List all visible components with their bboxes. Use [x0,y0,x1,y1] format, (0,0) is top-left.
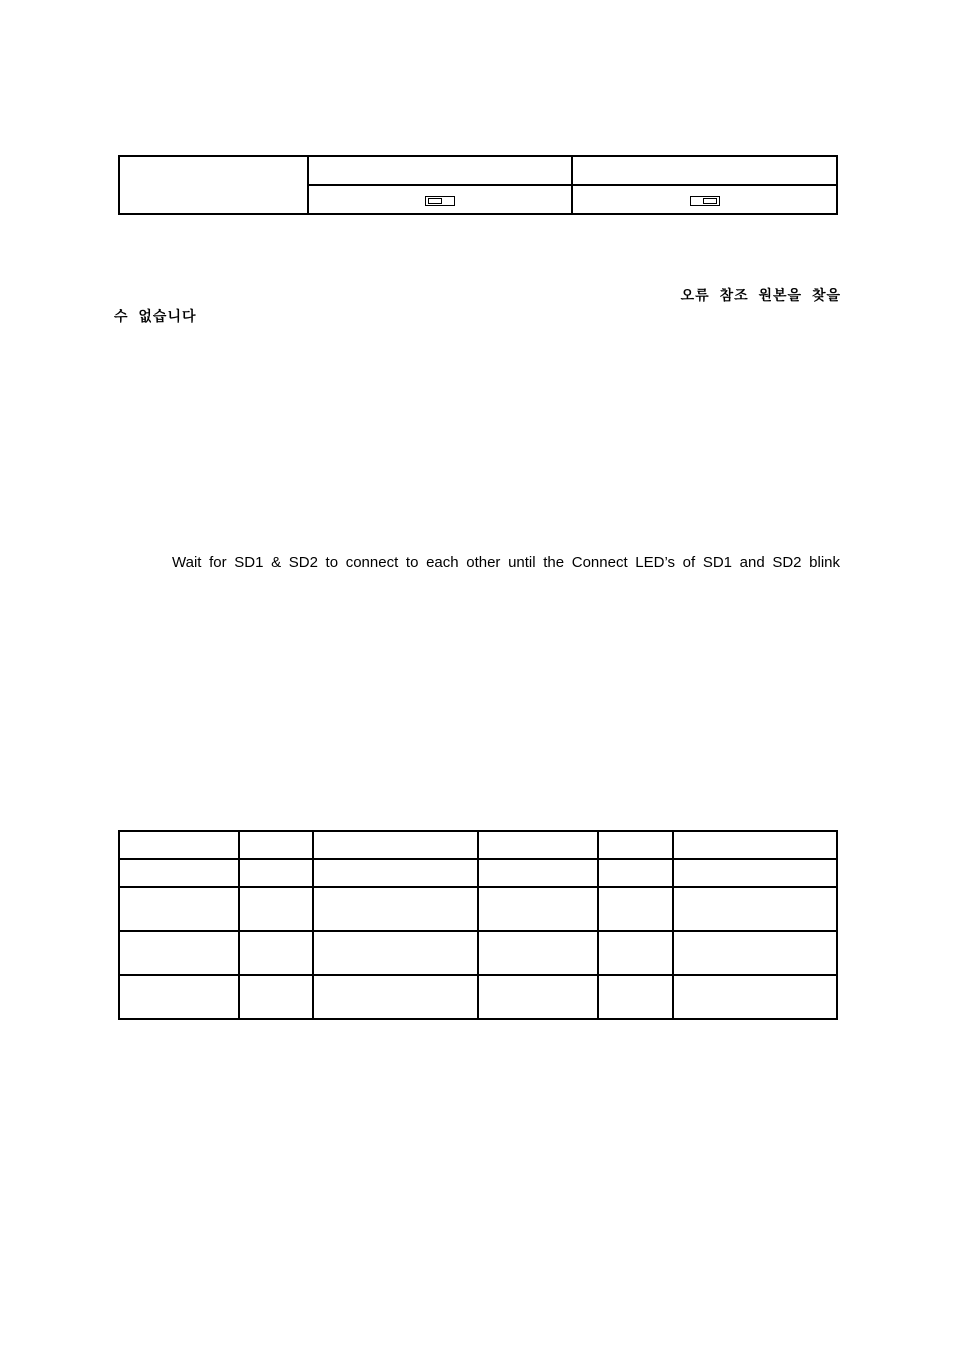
table-cell [313,831,478,859]
table-row [119,931,837,975]
table-cell [478,887,598,931]
table-cell [673,859,837,887]
table-cell [673,831,837,859]
table-cell [313,975,478,1019]
results-table [118,830,838,1020]
table-cell [239,975,313,1019]
switch-table-header-sd1 [308,156,572,185]
table-cell [239,859,313,887]
table-cell [598,931,673,975]
table-row [119,975,837,1019]
table-cell [598,859,673,887]
table-cell [239,887,313,931]
reference-error-text-line2: 수 없습니다 [114,309,197,325]
table-row [119,887,837,931]
switch-cell-sd2 [572,185,837,214]
table-cell [119,931,239,975]
table-cell [313,859,478,887]
table-cell [478,831,598,859]
table-cell [119,975,239,1019]
table-cell [119,887,239,931]
reference-error-text-line1: 오류 참조 원본을 찾을 [680,288,841,304]
switch-table-header-sd2 [572,156,837,185]
table-cell [478,931,598,975]
table-cell [239,931,313,975]
table-row [119,859,837,887]
table-cell [673,975,837,1019]
table-cell [119,831,239,859]
dip-switch-icon [690,196,720,206]
table-cell [598,831,673,859]
switch-setting-table [118,155,838,215]
table-cell [673,931,837,975]
table-cell [673,887,837,931]
table-cell [598,887,673,931]
table-cell [313,887,478,931]
table-cell [478,975,598,1019]
instruction-text: Wait for SD1 & SD2 to connect to each other until the Connect LED’s of SD1 and SD2 blink [172,554,840,571]
switch-cell-sd1 [308,185,572,214]
dip-switch-icon [425,196,455,206]
table-cell [119,859,239,887]
switch-table-label-cell [119,156,308,214]
table-cell [598,975,673,1019]
table-row [119,831,837,859]
table-cell [313,931,478,975]
table-cell [478,859,598,887]
table-cell [239,831,313,859]
